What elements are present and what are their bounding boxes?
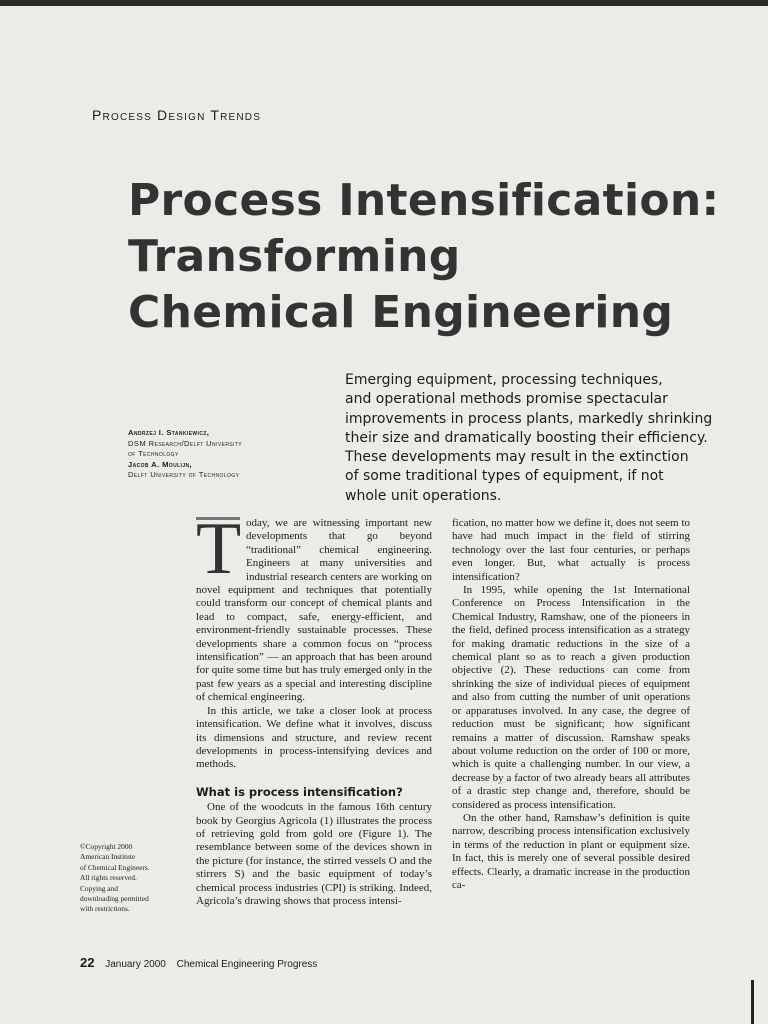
page-top-edge bbox=[0, 0, 768, 6]
author-name-2: Jacob A. Moulijn, bbox=[128, 459, 193, 469]
deck-line: whole unit operations. bbox=[345, 487, 502, 504]
deck-line: Emerging equipment, processing techniques, bbox=[345, 372, 663, 388]
author-name-1: Andrzej I. Stankiewicz, bbox=[128, 428, 210, 437]
copyright-line: ©Copyright 2000 bbox=[80, 842, 133, 851]
body-column-1 bbox=[196, 508, 432, 908]
deck-line: improvements in process plants, markedly shrinking bbox=[345, 410, 713, 427]
author-affiliation-1b: of Technology bbox=[128, 449, 179, 458]
paragraph: In this article, we take a closer look at process intensification. We define what it involves, discuss its dimensions and structure, and review recent developments in process-intensifying devices and methods. bbox=[196, 704, 432, 771]
paragraph bbox=[196, 508, 432, 705]
page-number: 22 bbox=[80, 955, 95, 970]
paragraph: On the other hand, Ramshaw’s definition is quite narrow, describing process intensification exclusively in terms of the reduction in plant or equipment size. In fact, this is merely one of several possible desired effects. Clearly, a dramatic increase in the production ca- bbox=[452, 811, 690, 891]
author-block bbox=[128, 428, 288, 481]
deck-line: of some traditional types of equipment, if not bbox=[345, 468, 664, 485]
copyright-notice bbox=[80, 842, 180, 915]
article-title bbox=[128, 173, 718, 341]
deck-line: These developments may result in the extinction bbox=[345, 449, 689, 466]
body-column-2 bbox=[452, 517, 690, 892]
copyright-line: Copying and bbox=[80, 883, 118, 893]
section-heading: What is process intensification? bbox=[196, 784, 403, 799]
drop-cap: T bbox=[196, 508, 242, 590]
copyright-line: of Chemical Engineers. bbox=[80, 862, 150, 872]
deck-line: and operational methods promise spectacular bbox=[345, 391, 668, 408]
paragraph: One of the woodcuts in the famous 16th century book by Georgius Agricola (1) illustrates the process of retrieving gold from gold ore (Figure 1). The resemblance between some of the devices shown in the picture (for instance, the stirred vessels O and the stirrers S) and the basic equipment of today’s chemical process industries (CPI) is striking. Indeed, Agricola’s drawing shows that process intensi- bbox=[196, 801, 432, 907]
title-line: Chemical Engineering bbox=[128, 287, 674, 338]
title-line: Transforming bbox=[128, 231, 461, 282]
paragraph: In 1995, while opening the 1st International Conference on Process Intensification in the Chemical Industry, Ramshaw, one of the pioneers in the field, defined process intensification as a strategy for making dramatic reductions in the size of a chemical plant so as to reach a given production objective (2). These reductions can come from shrinking the size of individual pieces of equipment and also from cutting the number of unit operations or apparatuses involved. In any case, the degree of reduction must be significant; how significant remains a matter of discussion. Ramshaw speaks about volume reduction on the order of 100 or more, which is quite a challenging number. In our view, a decrease by a factor of two already bears all attributes of a drastic step change and, therefore, should be considered as process intensification. bbox=[452, 584, 690, 811]
journal-name: Chemical Engineering Progress bbox=[176, 959, 318, 970]
copyright-line: American Institute bbox=[80, 852, 136, 862]
copyright-line: with restrictions. bbox=[80, 904, 130, 914]
title-line: Process Intensification: bbox=[128, 175, 720, 226]
page-footer bbox=[80, 955, 317, 970]
paragraph-text: oday, we are witnessing important new developments that go beyond “traditional” chemical engineering. Engineers at many universities and industrial research centers are working on novel equipment and techniques that potentially could transform our concept of chemical plants and lead to compact, safe, energy-efficient, and environment-friendly sustainable processes. These developments share a common focus on “process intensification” — an approach that has been around for quite some time but has truly emerged only in the past few years as a special and interesting discipline of chemical engineering. bbox=[196, 517, 432, 704]
binding-mark bbox=[751, 980, 754, 1024]
author-affiliation-1a: DSM Research/Delft University bbox=[128, 438, 243, 448]
section-label: Process Design Trends bbox=[92, 107, 262, 123]
copyright-line: downloading permitted bbox=[80, 894, 149, 904]
issue-date: January 2000 bbox=[105, 959, 166, 970]
deck-line: their size and dramatically boosting their efficiency. bbox=[345, 429, 708, 446]
paragraph: fication, no matter how we define it, does not seem to have had much impact in the field of stirring technology over the last four centuries, or perhaps even longer. But, what actually is process intensification? bbox=[452, 517, 690, 583]
copyright-line: All rights reserved. bbox=[80, 873, 137, 883]
author-affiliation-2: Delft University of Technology bbox=[128, 470, 240, 479]
article-deck bbox=[345, 371, 713, 506]
